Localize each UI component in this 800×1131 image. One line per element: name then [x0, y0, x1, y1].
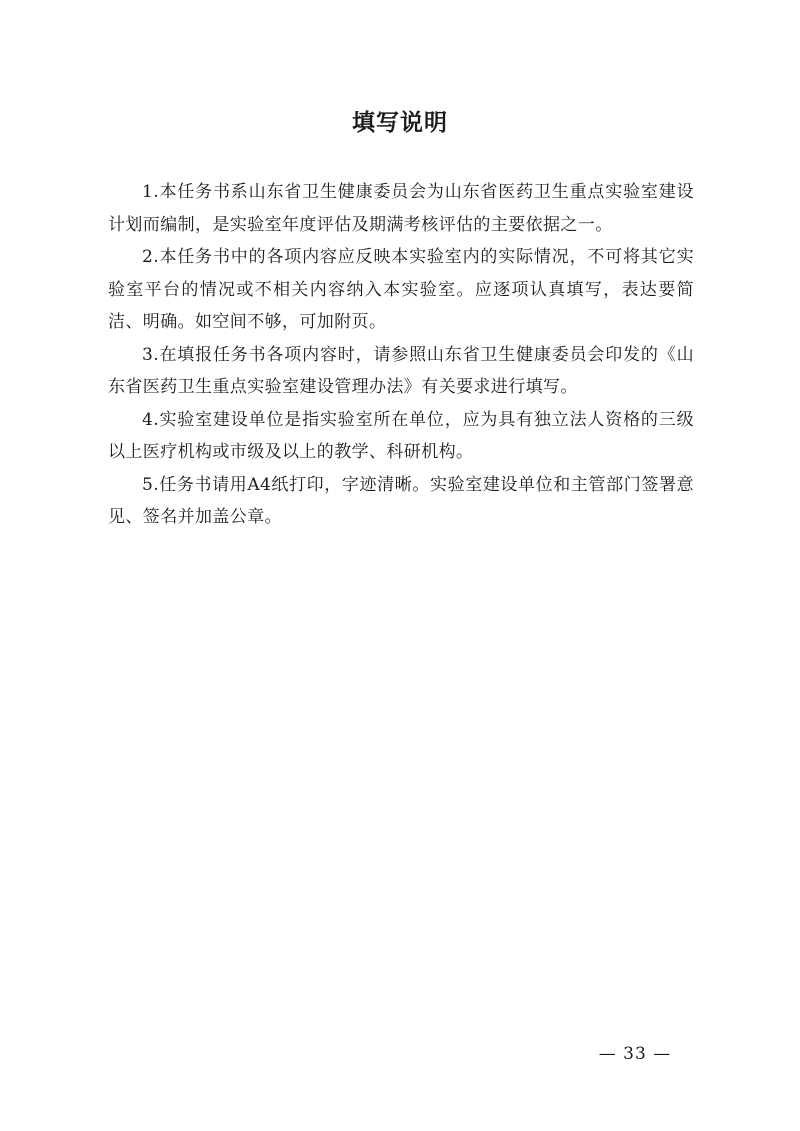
- instruction-paragraph-3: 3.在填报任务书各项内容时，请参照山东省卫生健康委员会印发的《山东省医药卫生重点实验室建设管理办法》有关要求进行填写。: [108, 344, 694, 397]
- instruction-paragraph-4: 4.实验室建设单位是指实验室所在单位，应为具有独立法人资格的三级以上医疗机构或市级及以上的教学、科研机构。: [108, 409, 694, 462]
- page-number: — 33 —: [598, 1044, 672, 1064]
- instruction-paragraph-5: 5.任务书请用A4纸打印，字迹清晰。实验室建设单位和主管部门签署意见、签名并加盖公章。: [108, 474, 694, 527]
- instruction-paragraph-2: 2.本任务书中的各项内容应反映本实验室内的实际情况，不可将其它实验室平台的情况或不相关内容纳入本实验室。应逐项认真填写，表达要简洁、明确。如空间不够，可加附页。: [108, 247, 694, 332]
- instructions-body: [108, 176, 694, 534]
- document-title: 填写说明: [352, 110, 448, 136]
- instruction-paragraph-1: 1.本任务书系山东省卫生健康委员会为山东省医药卫生重点实验室建设计划而编制，是实验室年度评估及期满考核评估的主要依据之一。: [108, 182, 694, 235]
